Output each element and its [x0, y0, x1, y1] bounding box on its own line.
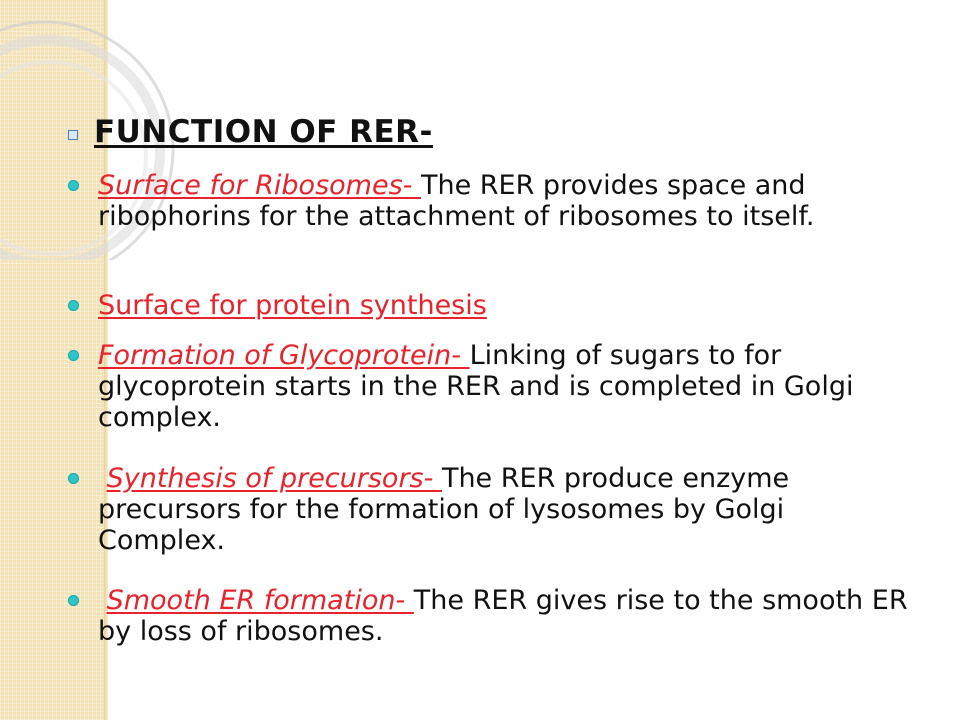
title-row [68, 112, 433, 152]
item-text: The RER gives rise to the smooth ER by loss of ribosomes. [98, 585, 908, 647]
item-term: Synthesis of precursors- [106, 463, 442, 494]
item-term: Smooth ER formation- [106, 585, 414, 616]
round-bullet-icon [68, 180, 79, 191]
item-term: Surface for protein synthesis [98, 290, 487, 321]
list-item-smooth-er [98, 585, 918, 647]
list-item-precursors [98, 463, 918, 556]
item-term: Formation of Glycoprotein- [98, 340, 470, 371]
list-item-surface-ribosomes [98, 170, 918, 232]
slide-title: FUNCTION OF RER- [94, 114, 433, 150]
round-bullet-icon [68, 300, 79, 311]
round-bullet-icon [68, 473, 79, 484]
item-text: Linking of sugars to for glycoprotein starts in the RER and is completed in Golgi complex. [98, 340, 854, 433]
list-item-protein-synthesis [98, 290, 918, 321]
square-bullet-icon [68, 130, 78, 140]
list-item-glycoprotein [98, 340, 918, 433]
item-term: Surface for Ribosomes- [98, 170, 421, 201]
item-text: The RER provides space and ribophorins for the attachment of ribosomes to itself. [98, 170, 815, 232]
round-bullet-icon [68, 595, 79, 606]
round-bullet-icon [68, 350, 79, 361]
item-text: The RER produce enzyme precursors for the formation of lysosomes by Golgi Complex. [98, 463, 790, 556]
